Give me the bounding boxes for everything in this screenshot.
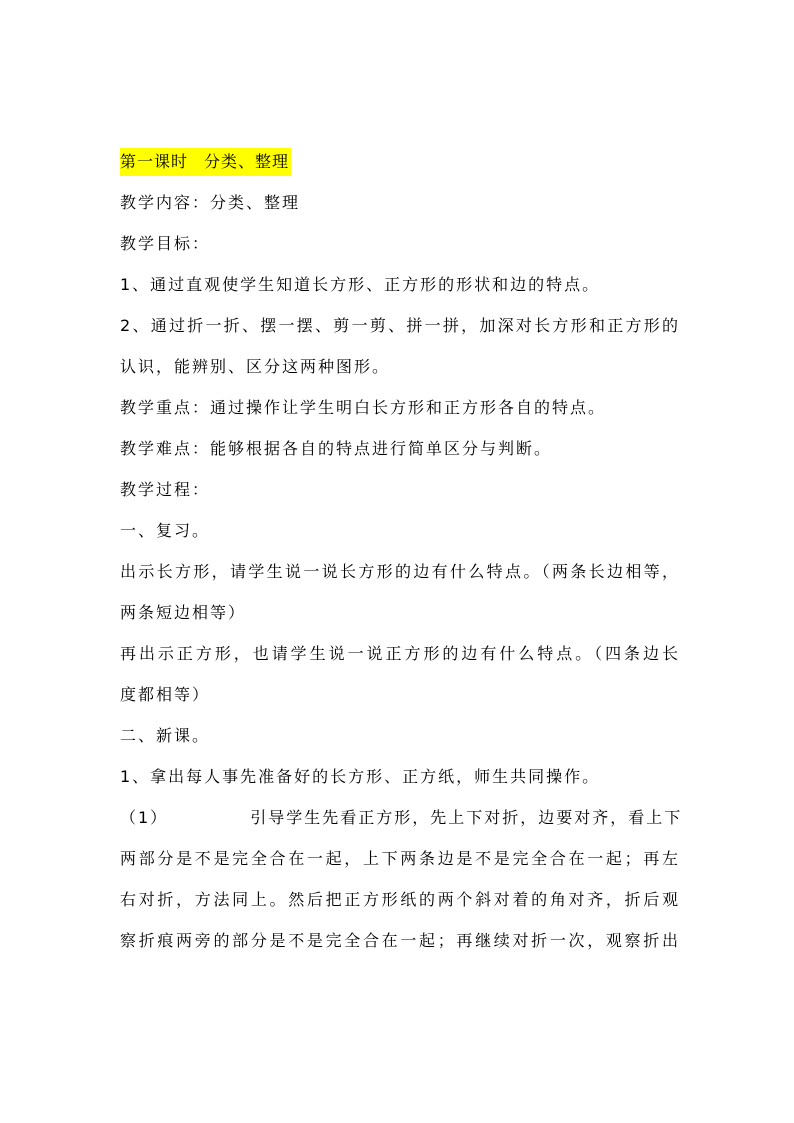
lesson-title: [120, 141, 680, 182]
teaching-focus: 教学重点：通过操作让学生明白长方形和正方形各自的特点。: [120, 398, 607, 417]
title-topic: 分类、整理: [204, 152, 290, 171]
document-body: [120, 141, 683, 961]
section-review: 一、复习。: [120, 521, 211, 540]
step-text-line-4: 察折痕两旁的部分是不是完全合在一起；再继续对折一次，观察折出: [120, 931, 680, 950]
title-highlight: [120, 148, 291, 176]
teaching-difficulty: 教学难点：能够根据各自的特点进行简单区分与判断。: [120, 439, 553, 458]
teaching-process-heading: 教学过程：: [120, 480, 211, 499]
review-rectangle-line-2: 两条短边相等）: [120, 603, 247, 622]
step-1-line: [120, 797, 683, 838]
step-text-line-2: 两部分是不是完全合在一起，上下两条边是不是完全合在一起；再左: [120, 849, 680, 868]
review-square-line-2: 度都相等）: [120, 685, 211, 704]
step-marker: （1）: [120, 808, 169, 827]
section-new-lesson: 二、新课。: [120, 726, 211, 745]
step-text: 引导学生先看正方形，先上下对折，边要对齐，看上下: [250, 808, 683, 827]
title-lesson-number: 第一课时: [120, 152, 189, 171]
new-lesson-step-1: 1、拿出每人事先准备好的长方形、正方纸，师生共同操作。: [120, 767, 601, 786]
teaching-content: 教学内容：分类、整理: [120, 193, 301, 212]
goal-1: 1、通过直观使学生知道长方形、正方形的形状和边的特点。: [120, 275, 601, 294]
goal-2-line-1: 2、通过折一折、摆一摆、剪一剪、拼一拼，加深对长方形和正方形的: [120, 316, 680, 335]
teaching-goals-heading: 教学目标：: [120, 234, 211, 253]
review-rectangle-line-1: 出示长方形，请学生说一说长方形的边有什么特点。（两条长边相等，: [120, 562, 680, 581]
goal-2-line-2: 认识，能辨别、区分这两种图形。: [120, 357, 391, 376]
step-text-line-3: 右对折，方法同上。然后把正方形纸的两个斜对着的角对齐，折后观: [120, 890, 680, 909]
review-square-line-1: 再出示正方形，也请学生说一说正方形的边有什么特点。（四条边长: [120, 644, 680, 663]
